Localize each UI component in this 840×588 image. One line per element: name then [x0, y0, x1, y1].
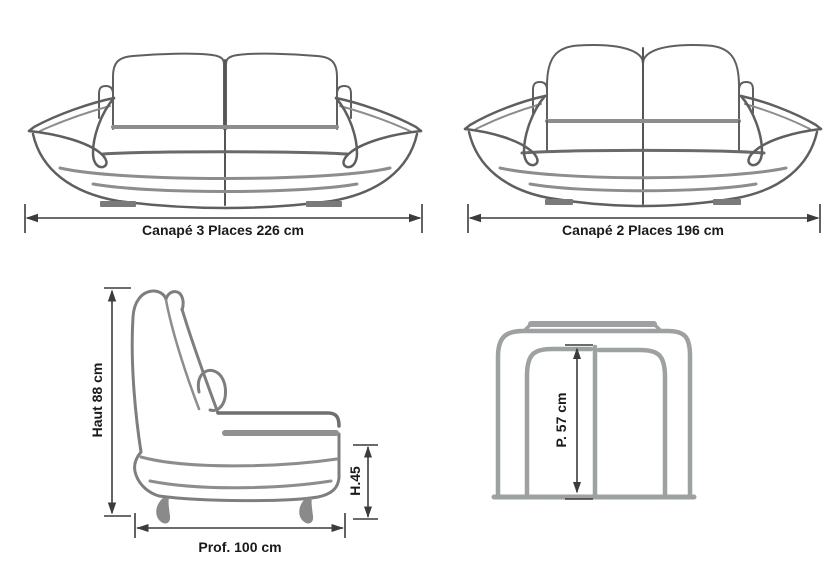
- sofa-side-view-drawing: [132, 291, 339, 524]
- arrow-right-icon: [409, 214, 422, 222]
- hull-left: [33, 134, 225, 208]
- hull-right: [643, 132, 817, 206]
- label-total-height: Haut 88 cm: [89, 362, 105, 438]
- back-cushion-left: [547, 45, 643, 123]
- arrow-down-icon: [573, 482, 581, 494]
- label-depth: Prof. 100 cm: [198, 539, 282, 555]
- backrest-front-edge: [182, 309, 218, 413]
- sofa-2seat-front-drawing: [465, 45, 821, 206]
- arrow-down-icon: [108, 503, 116, 515]
- arrow-left-icon: [26, 214, 39, 222]
- back-cushion-right: [226, 54, 337, 129]
- base-seam-lower: [150, 481, 331, 488]
- top-inner-arch-right: [599, 350, 665, 497]
- label-interior-depth: P. 57 cm: [553, 392, 569, 448]
- arrow-up-icon: [108, 290, 116, 302]
- sofa-foot: [306, 201, 342, 207]
- sofa-top-view-drawing: [494, 324, 694, 497]
- hull-left: [469, 132, 643, 206]
- headrest-lobe: [133, 291, 166, 317]
- armrest-right: [336, 98, 421, 131]
- sofa-foot: [713, 199, 741, 205]
- sofa-3seat-front-drawing: [29, 54, 421, 208]
- arrow-right-icon: [332, 524, 345, 532]
- backrest-inner-line: [166, 300, 199, 409]
- arrow-left-icon: [136, 524, 149, 532]
- back-cushion-left: [113, 54, 224, 129]
- label-width-3seat: Canapé 3 Places 226 cm: [142, 222, 304, 238]
- label-width-2seat: Canapé 2 Places 196 cm: [562, 222, 724, 238]
- arrow-right-icon: [807, 214, 820, 222]
- base-seam-upper: [141, 457, 337, 466]
- side-outline: [132, 317, 339, 501]
- back-cushion-right: [643, 45, 739, 123]
- hull-right: [225, 134, 417, 208]
- sofa-foot: [100, 201, 136, 207]
- sofa-foot: [299, 498, 313, 523]
- lumbar-cushion: [198, 370, 225, 410]
- sofa-foot: [156, 498, 170, 523]
- label-seat-height: H.45: [347, 466, 363, 496]
- dimension-height-total: [104, 288, 131, 516]
- armrest-left: [29, 98, 114, 131]
- sofa-foot: [545, 199, 573, 205]
- seat-top-edge: [218, 413, 339, 426]
- arrow-left-icon: [469, 214, 482, 222]
- arrow-down-icon: [364, 507, 372, 519]
- arrow-up-icon: [364, 446, 372, 458]
